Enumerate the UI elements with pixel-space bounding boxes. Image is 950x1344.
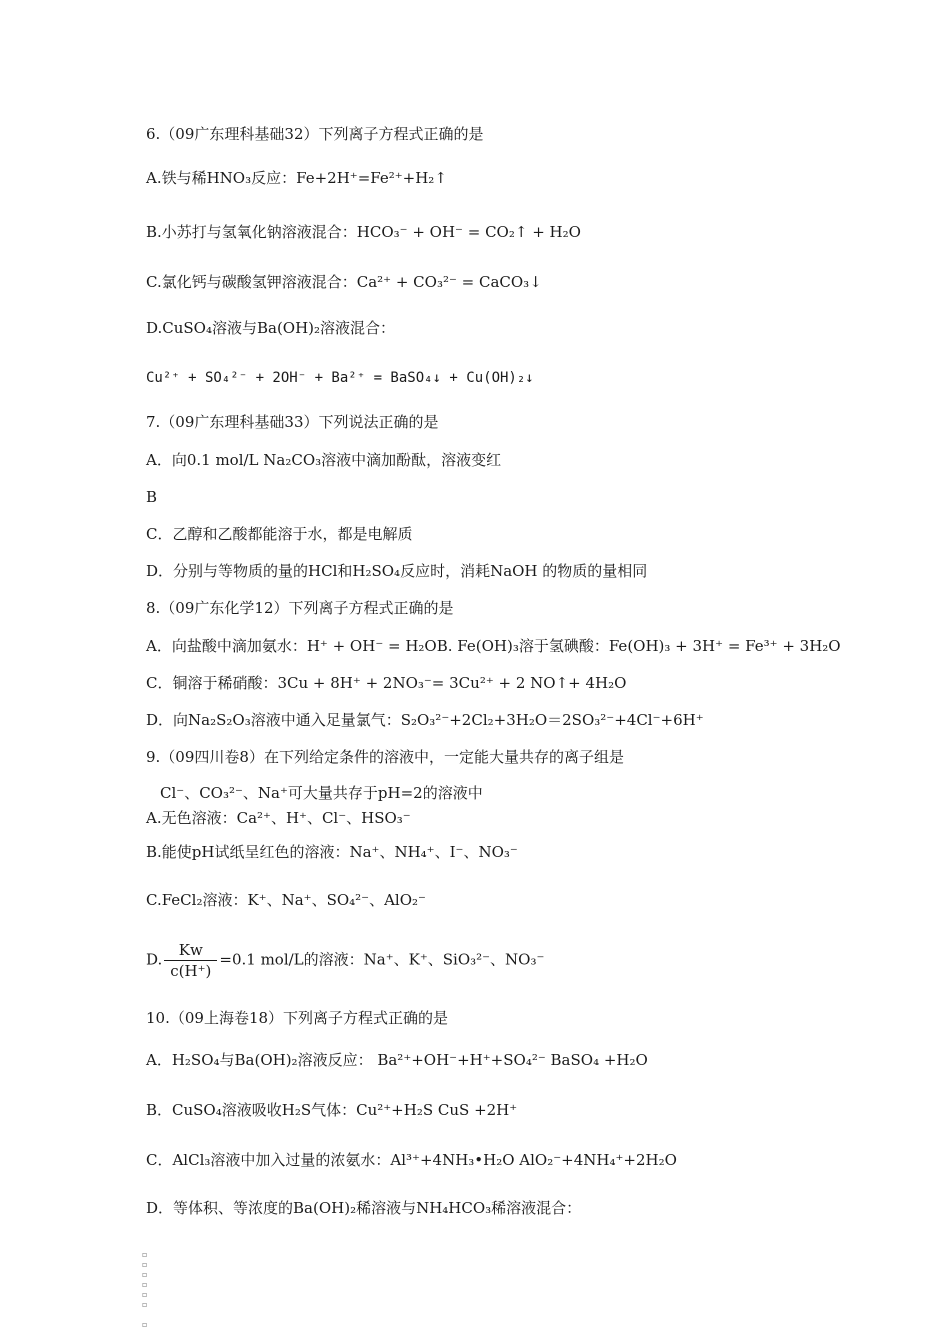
q7-option-b: B [146, 488, 158, 506]
q9-option-a: A.无色溶液：Ca²⁺、H⁺、Cl⁻、HSO₃⁻ [146, 809, 411, 827]
q9-option-d [146, 940, 544, 981]
q8-option-d: D．向Na₂S₂O₃溶液中通入足量氯气：S₂O₃²⁻+2Cl₂+3H₂O＝2SO₃²⁻+4Cl⁻+6H⁺ [146, 711, 704, 729]
q7-option-a: A．向0.1 mol/L Na₂CO₃溶液中滴加酚酞，溶液变红 [146, 451, 502, 469]
q10-option-c: C．AlCl₃溶液中加入过量的浓氨水：Al³⁺+4NH₃•H₂O AlO₂⁻+4NH₄⁺+2H₂O [146, 1151, 677, 1169]
q6-option-d: D.CuSO₄溶液与Ba(OH)₂溶液混合： [146, 319, 396, 337]
q6-option-a: A.铁与稀HNO₃反应：Fe+2H⁺=Fe²⁺+H₂↑ [146, 169, 447, 187]
scan-artifact-marks: ▫ ▫ ▫ ▫ ▫ ▫ ▫ [142, 1250, 148, 1329]
q9-overlay-text: Cl⁻、CO₃²⁻、Na⁺可大量共存于pH=2的溶液中 [160, 784, 483, 802]
q6-option-d-equation: Cu²⁺ + SO₄²⁻ + 2OH⁻ + Ba²⁺ = BaSO₄↓ + Cu(OH)₂↓ [146, 370, 534, 386]
q8-option-c: C．铜溶于稀硝酸：3Cu + 8H⁺ + 2NO₃⁻= 3Cu²⁺ + 2 NO↑+ 4H₂O [146, 674, 627, 692]
q7-title: 7.（09广东理科基础33）下列说法正确的是 [146, 413, 439, 431]
q6-title: 6.（09广东理科基础32）下列离子方程式正确的是 [146, 125, 484, 143]
q7-option-d: D．分别与等物质的量的HCl和H₂SO₄反应时，消耗NaOH 的物质的量相同 [146, 562, 648, 580]
kw-fraction [164, 940, 217, 981]
q8-title: 8.（09广东化学12）下列离子方程式正确的是 [146, 599, 454, 617]
q6-option-b: B.小苏打与氢氧化钠溶液混合：HCO₃⁻ + OH⁻ = CO₂↑ + H₂O [146, 223, 581, 241]
q9-option-c: C.FeCl₂溶液：K⁺、Na⁺、SO₄²⁻、AlO₂⁻ [146, 891, 426, 909]
q10-option-d: D．等体积、等浓度的Ba(OH)₂稀溶液与NH₄HCO₃稀溶液混合： [146, 1199, 582, 1217]
q8-option-a-b: A．向盐酸中滴加氨水：H⁺ + OH⁻ = H₂OB. Fe(OH)₃溶于氢碘酸：Fe(OH)₃ + 3H⁺ = Fe³⁺ + 3H₂O [146, 637, 841, 655]
fraction-numerator: Kw [164, 940, 217, 961]
q9-option-d-label: D. [146, 950, 163, 969]
q10-option-a: A．H₂SO₄与Ba(OH)₂溶液反应： Ba²⁺+OH⁻+H⁺+SO₄²⁻ BaSO₄ +H₂O [146, 1051, 648, 1069]
q7-option-c: C．乙醇和乙酸都能溶于水，都是电解质 [146, 525, 413, 543]
q10-title: 10.（09上海卷18）下列离子方程式正确的是 [146, 1009, 449, 1027]
q6-option-c: C.氯化钙与碳酸氢钾溶液混合：Ca²⁺ + CO₃²⁻ = CaCO₃↓ [146, 273, 542, 291]
q9-option-d-text: =0.1 mol/L的溶液：Na⁺、K⁺、SiO₃²⁻、NO₃⁻ [219, 950, 545, 969]
q10-option-b: B．CuSO₄溶液吸收H₂S气体：Cu²⁺+H₂S CuS +2H⁺ [146, 1101, 518, 1119]
q9-title: 9.（09四川卷8）在下列给定条件的溶液中，一定能大量共存的离子组是 [146, 748, 624, 766]
fraction-denominator: c(H⁺) [170, 962, 212, 980]
q9-option-b: B.能使pH试纸呈红色的溶液：Na⁺、NH₄⁺、I⁻、NO₃⁻ [146, 843, 518, 861]
